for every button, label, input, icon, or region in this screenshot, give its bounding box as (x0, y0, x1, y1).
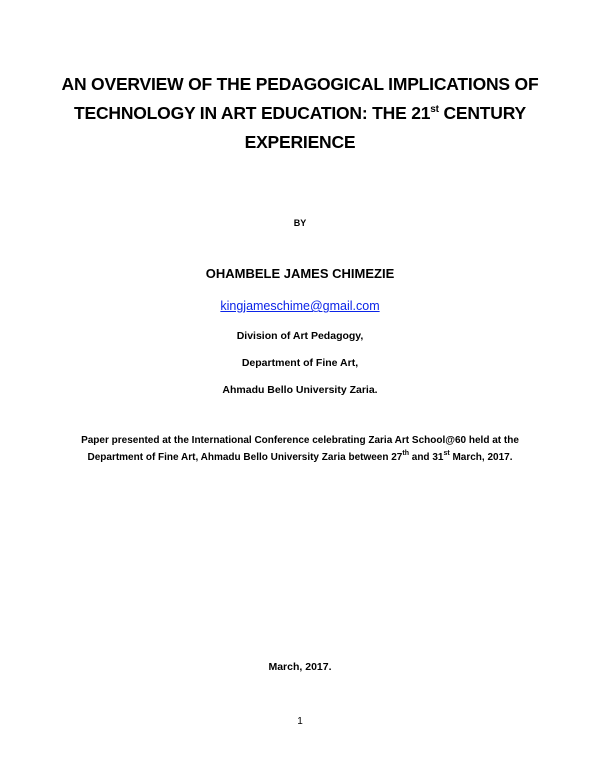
by-label: BY (293, 218, 307, 228)
paper-title (0, 70, 600, 157)
paper-date: March, 2017. (268, 661, 332, 673)
affiliation-division: Division of Art Pedagogy, (236, 330, 364, 342)
title-ordinal-superscript: st (430, 104, 439, 115)
title-line-2-end: CENTURY (438, 103, 526, 123)
title-line-2 (0, 99, 600, 128)
page-number: 1 (297, 716, 303, 727)
title-line-3: EXPERIENCE (244, 132, 356, 152)
affiliation-university: Ahmadu Bello University Zaria. (222, 384, 378, 396)
note-line-2-part-a: Department of Fine Art, Ahmadu Bello University Zaria between 27 (87, 452, 403, 463)
note-ordinal-st: st (443, 450, 450, 457)
conference-note (0, 432, 600, 466)
title-line-2-text: TECHNOLOGY IN ART EDUCATION: THE 21 (73, 103, 431, 123)
author-email-row (0, 299, 600, 313)
author-name: OHAMBELE JAMES CHIMEZIE (205, 266, 395, 281)
note-line-2-part-c: March, 2017. (449, 452, 513, 463)
title-line-1: AN OVERVIEW OF THE PEDAGOGICAL IMPLICATIONS OF (61, 74, 539, 94)
note-ordinal-th: th (402, 450, 409, 457)
note-line-2-part-b: and 31 (408, 452, 444, 463)
affiliation-department: Department of Fine Art, (241, 357, 359, 369)
author-email-link[interactable]: kingjameschime@gmail.com (220, 299, 380, 313)
conference-note-line-2 (0, 449, 600, 466)
conference-note-line-1: Paper presented at the International Conference celebrating Zaria Art School@60 held at the (81, 435, 519, 446)
